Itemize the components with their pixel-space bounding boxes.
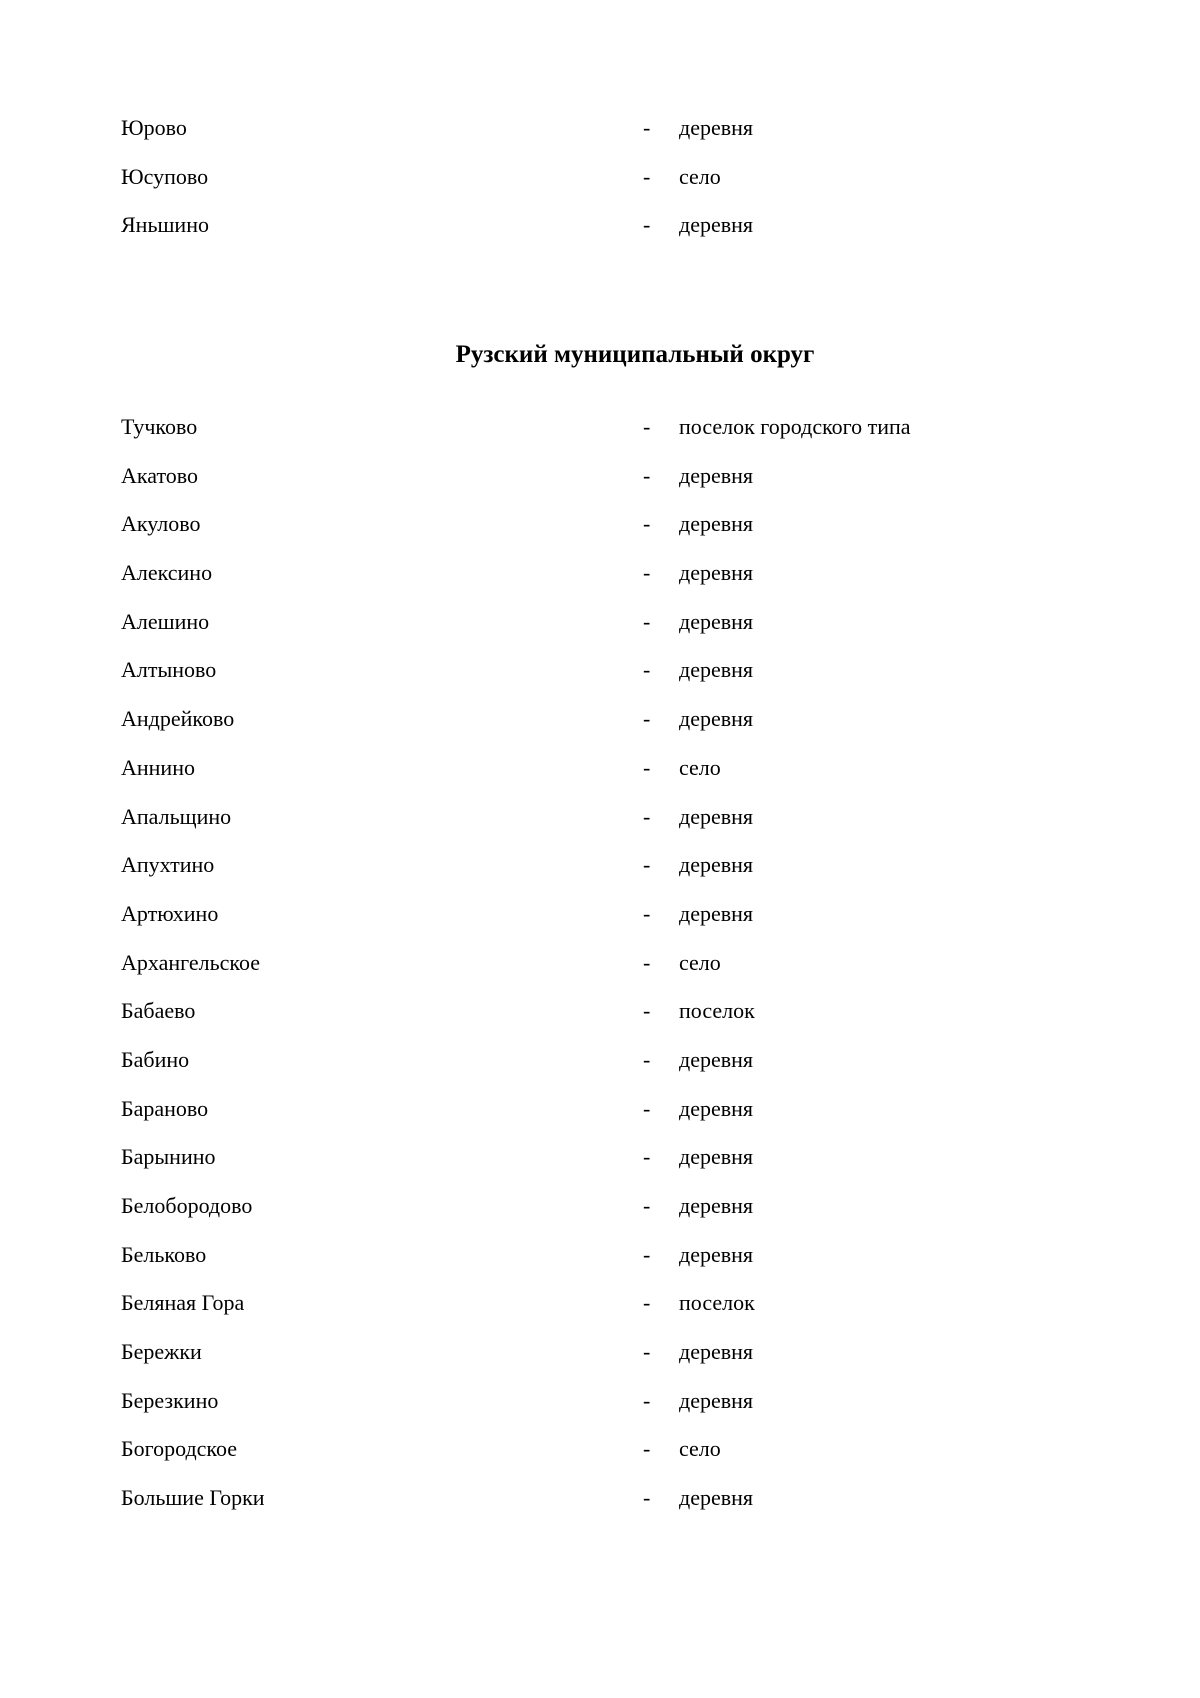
settlement-type: деревня	[679, 1046, 754, 1072]
settlement-type: село	[679, 163, 721, 189]
settlement-name: Большие Горки	[121, 1485, 265, 1511]
settlement-type: село	[679, 949, 721, 975]
list-item	[0, 1328, 1200, 1377]
settlement-name: Бабино	[121, 1046, 190, 1072]
list-item	[0, 598, 1200, 647]
settlement-type: поселок	[679, 998, 755, 1024]
list-item	[0, 939, 1200, 988]
separator-dash: -	[643, 803, 651, 829]
settlement-type: деревня	[679, 803, 754, 829]
separator-dash: -	[643, 657, 651, 683]
list-item	[0, 153, 1200, 202]
separator-dash: -	[643, 212, 651, 238]
list-item	[0, 1182, 1200, 1231]
separator-dash: -	[643, 1095, 651, 1121]
list-item	[0, 1036, 1200, 1085]
list-item	[0, 1425, 1200, 1474]
section-heading: Рузский муниципальный округ	[455, 341, 815, 368]
settlement-name: Бабаево	[121, 998, 196, 1024]
list-item	[0, 452, 1200, 501]
list-item	[0, 793, 1200, 842]
settlement-type: деревня	[679, 212, 754, 238]
settlement-name: Алтыново	[121, 657, 217, 683]
list-item	[0, 403, 1200, 452]
settlement-list-ruza	[0, 403, 1200, 1523]
list-item	[0, 500, 1200, 549]
list-item	[0, 1133, 1200, 1182]
settlement-type: деревня	[679, 1485, 754, 1511]
list-item	[0, 695, 1200, 744]
separator-dash: -	[643, 706, 651, 732]
separator-dash: -	[643, 900, 651, 926]
separator-dash: -	[643, 852, 651, 878]
settlement-type: деревня	[679, 1193, 754, 1218]
settlement-name: Березкино	[121, 1387, 219, 1413]
separator-dash: -	[643, 462, 651, 488]
settlement-name: Алексино	[121, 560, 213, 586]
settlement-type: деревня	[679, 657, 754, 683]
list-item	[0, 987, 1200, 1036]
settlement-list-previous	[0, 104, 1200, 250]
settlement-type: село	[679, 1436, 721, 1462]
settlement-name: Беляная Гора	[121, 1290, 245, 1316]
separator-dash: -	[643, 1387, 651, 1413]
separator-dash: -	[643, 608, 651, 634]
separator-dash: -	[643, 754, 651, 780]
separator-dash: -	[643, 1436, 651, 1462]
separator-dash: -	[643, 998, 651, 1024]
settlement-name: Архангельское	[121, 949, 261, 975]
settlement-type: деревня	[679, 608, 754, 634]
settlement-name: Аннино	[121, 754, 195, 780]
settlement-type: поселок городского типа	[679, 414, 911, 439]
list-item	[0, 890, 1200, 939]
separator-dash: -	[643, 560, 651, 586]
separator-dash: -	[643, 163, 651, 189]
settlement-name: Яньшино	[121, 212, 209, 238]
list-item	[0, 646, 1200, 695]
list-item	[0, 1231, 1200, 1280]
settlement-type: деревня	[679, 1144, 754, 1170]
settlement-name: Андрейково	[121, 706, 235, 732]
settlement-type: деревня	[679, 1387, 754, 1413]
settlement-type: село	[679, 754, 721, 780]
list-item	[0, 104, 1200, 153]
settlement-type: деревня	[679, 1241, 754, 1267]
separator-dash: -	[643, 1290, 651, 1316]
list-item	[0, 1377, 1200, 1426]
settlement-name: Белобородово	[121, 1193, 253, 1218]
list-item	[0, 1279, 1200, 1328]
list-item	[0, 1085, 1200, 1134]
settlement-name: Барынино	[121, 1144, 216, 1170]
settlement-name: Апухтино	[121, 852, 215, 878]
list-item	[0, 201, 1200, 250]
separator-dash: -	[643, 1241, 651, 1267]
settlement-type: деревня	[679, 1095, 754, 1121]
separator-dash: -	[643, 1339, 651, 1365]
settlement-type: деревня	[679, 852, 754, 878]
settlement-type: деревня	[679, 706, 754, 732]
separator-dash: -	[643, 949, 651, 975]
settlement-name: Бараново	[121, 1095, 209, 1121]
settlement-type: поселок	[679, 1290, 755, 1316]
separator-dash: -	[643, 1046, 651, 1072]
settlement-name: Алешино	[121, 608, 210, 634]
settlement-type: деревня	[679, 560, 754, 586]
settlement-name: Артюхино	[121, 900, 219, 926]
settlement-name: Акатово	[121, 462, 198, 488]
separator-dash: -	[643, 115, 651, 140]
settlement-name: Апальщино	[121, 803, 232, 829]
settlement-name: Богородское	[121, 1436, 238, 1462]
settlement-name: Юрово	[121, 115, 187, 140]
settlement-name: Тучково	[121, 414, 198, 439]
settlement-name: Акулово	[121, 511, 201, 537]
list-item	[0, 744, 1200, 793]
settlement-name: Бережки	[121, 1339, 202, 1365]
settlement-name: Бельково	[121, 1241, 207, 1267]
separator-dash: -	[643, 1485, 651, 1511]
settlement-name: Юсупово	[121, 163, 209, 189]
list-item	[0, 841, 1200, 890]
separator-dash: -	[643, 1144, 651, 1170]
settlement-type: деревня	[679, 115, 754, 140]
settlement-type: деревня	[679, 511, 754, 537]
list-item	[0, 549, 1200, 598]
settlement-type: деревня	[679, 462, 754, 488]
settlement-type: деревня	[679, 1339, 754, 1365]
separator-dash: -	[643, 414, 651, 439]
separator-dash: -	[643, 511, 651, 537]
list-item	[0, 1474, 1200, 1523]
settlement-type: деревня	[679, 900, 754, 926]
separator-dash: -	[643, 1193, 651, 1218]
